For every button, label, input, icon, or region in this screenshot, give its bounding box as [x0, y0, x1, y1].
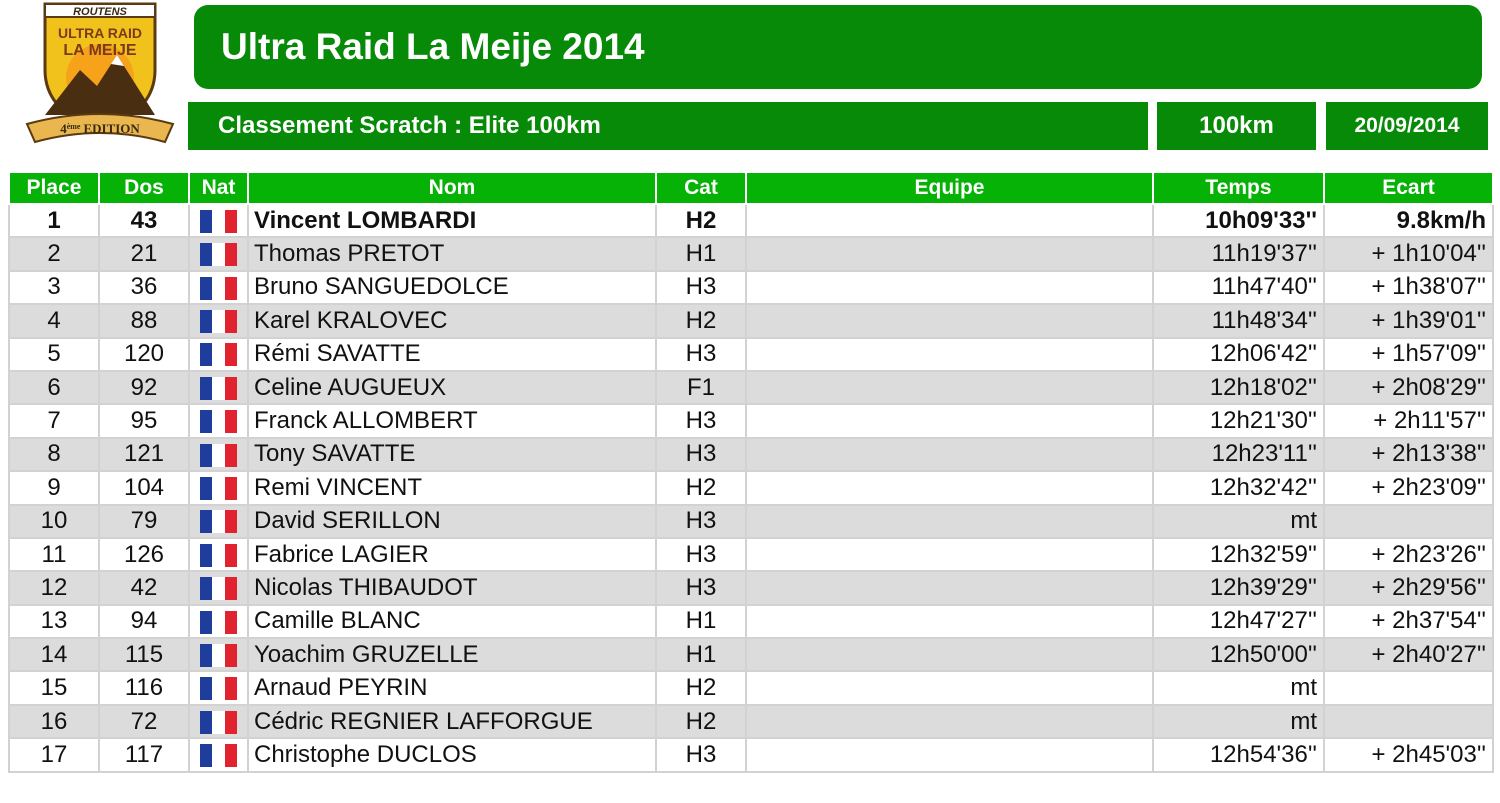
cell-temps: 11h19'37'': [1153, 237, 1324, 270]
cell-ecart: 9.8km/h: [1324, 204, 1493, 237]
table-row: [9, 638, 1493, 671]
cell-dos: 115: [99, 638, 189, 671]
col-header-dos: Dos: [99, 172, 189, 204]
cell-place: 15: [9, 671, 99, 704]
cell-equipe: [746, 204, 1153, 237]
cell-nat: [189, 304, 248, 337]
cell-place: 13: [9, 605, 99, 638]
cell-dos: 36: [99, 271, 189, 304]
cell-place: 1: [9, 204, 99, 237]
cell-place: 3: [9, 271, 99, 304]
cell-ecart: + 2h13'38'': [1324, 438, 1493, 471]
cell-ecart: + 2h23'26'': [1324, 538, 1493, 571]
page-title-bar: [194, 5, 1482, 89]
cell-temps: 12h39'29'': [1153, 571, 1324, 604]
cell-nat: [189, 338, 248, 371]
date-bar: [1326, 102, 1488, 150]
cell-cat: H2: [656, 304, 746, 337]
cell-equipe: [746, 538, 1153, 571]
cell-equipe: [746, 271, 1153, 304]
cell-temps: 12h18'02'': [1153, 371, 1324, 404]
col-header-equipe: Equipe: [746, 172, 1153, 204]
france-flag-icon: [200, 444, 237, 467]
cell-nom: David SERILLON: [248, 505, 656, 538]
cell-nat: [189, 738, 248, 771]
logo-brand: ROUTENS: [73, 6, 127, 18]
cell-ecart: + 2h11'57'': [1324, 404, 1493, 437]
cell-cat: H1: [656, 605, 746, 638]
cell-ecart: [1324, 671, 1493, 704]
table-row: [9, 538, 1493, 571]
table-row: [9, 705, 1493, 738]
cell-cat: H3: [656, 404, 746, 437]
cell-nat: [189, 438, 248, 471]
cell-place: 8: [9, 438, 99, 471]
cell-dos: 94: [99, 605, 189, 638]
distance-bar: [1157, 102, 1316, 150]
cell-ecart: [1324, 505, 1493, 538]
cell-ecart: + 1h57'09'': [1324, 338, 1493, 371]
page-title: Ultra Raid La Meije 2014: [221, 26, 645, 67]
france-flag-icon: [200, 243, 237, 266]
table-row: [9, 404, 1493, 437]
table-row: [9, 671, 1493, 704]
cell-nom: Nicolas THIBAUDOT: [248, 571, 656, 604]
france-flag-icon: [200, 310, 237, 333]
cell-cat: H3: [656, 271, 746, 304]
cell-temps: 12h32'59'': [1153, 538, 1324, 571]
cell-temps: 12h54'36'': [1153, 738, 1324, 771]
cell-nat: [189, 471, 248, 504]
cell-temps: 11h48'34'': [1153, 304, 1324, 337]
table-row: [9, 338, 1493, 371]
cell-equipe: [746, 705, 1153, 738]
classement-bar: [188, 102, 1148, 150]
cell-ecart: + 1h10'04'': [1324, 237, 1493, 270]
cell-place: 12: [9, 571, 99, 604]
cell-temps: mt: [1153, 705, 1324, 738]
cell-ecart: [1324, 705, 1493, 738]
logo-line1: ULTRA RAID: [58, 25, 142, 41]
cell-equipe: [746, 505, 1153, 538]
cell-temps: 12h23'11'': [1153, 438, 1324, 471]
cell-cat: H1: [656, 638, 746, 671]
cell-ecart: + 1h39'01'': [1324, 304, 1493, 337]
cell-nat: [189, 605, 248, 638]
cell-nat: [189, 671, 248, 704]
cell-dos: 104: [99, 471, 189, 504]
cell-equipe: [746, 404, 1153, 437]
cell-dos: 120: [99, 338, 189, 371]
cell-nat: [189, 705, 248, 738]
table-row: [9, 204, 1493, 237]
france-flag-icon: [200, 711, 237, 734]
cell-nat: [189, 638, 248, 671]
cell-temps: 12h50'00'': [1153, 638, 1324, 671]
cell-equipe: [746, 438, 1153, 471]
logo-line2: LA MEIJE: [63, 42, 137, 59]
cell-nat: [189, 271, 248, 304]
france-flag-icon: [200, 577, 237, 600]
cell-cat: H3: [656, 505, 746, 538]
cell-equipe: [746, 605, 1153, 638]
cell-cat: H2: [656, 671, 746, 704]
france-flag-icon: [200, 677, 237, 700]
france-flag-icon: [200, 277, 237, 300]
col-header-place: Place: [9, 172, 99, 204]
france-flag-icon: [200, 210, 237, 233]
cell-equipe: [746, 338, 1153, 371]
cell-place: 17: [9, 738, 99, 771]
cell-dos: 92: [99, 371, 189, 404]
cell-place: 10: [9, 505, 99, 538]
cell-dos: 126: [99, 538, 189, 571]
cell-cat: H3: [656, 738, 746, 771]
cell-cat: H3: [656, 438, 746, 471]
results-body: [9, 204, 1493, 772]
france-flag-icon: [200, 410, 237, 433]
cell-nom: Franck ALLOMBERT: [248, 404, 656, 437]
table-row: [9, 438, 1493, 471]
cell-temps: 10h09'33'': [1153, 204, 1324, 237]
cell-nat: [189, 538, 248, 571]
cell-temps: 12h21'30'': [1153, 404, 1324, 437]
cell-nat: [189, 571, 248, 604]
logo-edition-line: 4ème EDITION: [60, 121, 140, 136]
cell-ecart: + 2h45'03'': [1324, 738, 1493, 771]
france-flag-icon: [200, 611, 237, 634]
cell-equipe: [746, 371, 1153, 404]
cell-dos: 88: [99, 304, 189, 337]
cell-place: 2: [9, 237, 99, 270]
table-row: [9, 605, 1493, 638]
cell-equipe: [746, 638, 1153, 671]
col-header-temps: Temps: [1153, 172, 1324, 204]
cell-ecart: + 2h37'54'': [1324, 605, 1493, 638]
cell-cat: H2: [656, 705, 746, 738]
france-flag-icon: [200, 377, 237, 400]
table-row: [9, 304, 1493, 337]
table-header-row: [9, 172, 1493, 204]
cell-nat: [189, 371, 248, 404]
cell-nom: Thomas PRETOT: [248, 237, 656, 270]
table-row: [9, 371, 1493, 404]
table-row: [9, 237, 1493, 270]
cell-cat: H3: [656, 538, 746, 571]
cell-nat: [189, 505, 248, 538]
cell-place: 4: [9, 304, 99, 337]
cell-dos: 21: [99, 237, 189, 270]
france-flag-icon: [200, 510, 237, 533]
cell-dos: 42: [99, 571, 189, 604]
cell-ecart: + 2h40'27'': [1324, 638, 1493, 671]
cell-nom: Rémi SAVATTE: [248, 338, 656, 371]
cell-dos: 72: [99, 705, 189, 738]
cell-equipe: [746, 571, 1153, 604]
cell-nom: Yoachim GRUZELLE: [248, 638, 656, 671]
cell-ecart: + 2h29'56'': [1324, 571, 1493, 604]
cell-cat: H2: [656, 204, 746, 237]
cell-place: 5: [9, 338, 99, 371]
col-header-ecart: Ecart: [1324, 172, 1493, 204]
cell-nat: [189, 404, 248, 437]
cell-place: 14: [9, 638, 99, 671]
cell-nom: Fabrice LAGIER: [248, 538, 656, 571]
cell-nom: Vincent LOMBARDI: [248, 204, 656, 237]
cell-ecart: + 2h23'09'': [1324, 471, 1493, 504]
cell-temps: 12h06'42'': [1153, 338, 1324, 371]
cell-ecart: + 1h38'07'': [1324, 271, 1493, 304]
race-logo: [25, 0, 175, 152]
cell-equipe: [746, 237, 1153, 270]
france-flag-icon: [200, 544, 237, 567]
cell-equipe: [746, 304, 1153, 337]
france-flag-icon: [200, 744, 237, 767]
france-flag-icon: [200, 343, 237, 366]
table-row: [9, 738, 1493, 771]
cell-temps: mt: [1153, 671, 1324, 704]
france-flag-icon: [200, 644, 237, 667]
cell-temps: 12h47'27'': [1153, 605, 1324, 638]
cell-nom: Celine AUGUEUX: [248, 371, 656, 404]
cell-place: 9: [9, 471, 99, 504]
distance-label: 100km: [1199, 112, 1274, 139]
cell-equipe: [746, 738, 1153, 771]
cell-dos: 79: [99, 505, 189, 538]
table-row: [9, 271, 1493, 304]
cell-cat: H3: [656, 338, 746, 371]
cell-dos: 95: [99, 404, 189, 437]
cell-nom: Karel KRALOVEC: [248, 304, 656, 337]
table-row: [9, 571, 1493, 604]
cell-nom: Cédric REGNIER LAFFORGUE: [248, 705, 656, 738]
cell-dos: 117: [99, 738, 189, 771]
results-table: [8, 171, 1494, 773]
cell-temps: 12h32'42'': [1153, 471, 1324, 504]
cell-temps: 11h47'40'': [1153, 271, 1324, 304]
table-row: [9, 471, 1493, 504]
col-header-nom: Nom: [248, 172, 656, 204]
cell-place: 6: [9, 371, 99, 404]
cell-cat: H3: [656, 571, 746, 604]
cell-nom: Christophe DUCLOS: [248, 738, 656, 771]
cell-equipe: [746, 471, 1153, 504]
cell-equipe: [746, 671, 1153, 704]
cell-nat: [189, 204, 248, 237]
cell-dos: 116: [99, 671, 189, 704]
cell-ecart: + 2h08'29'': [1324, 371, 1493, 404]
cell-cat: H2: [656, 471, 746, 504]
table-row: [9, 505, 1493, 538]
col-header-nat: Nat: [189, 172, 248, 204]
cell-cat: F1: [656, 371, 746, 404]
cell-nom: Arnaud PEYRIN: [248, 671, 656, 704]
cell-dos: 43: [99, 204, 189, 237]
cell-nom: Bruno SANGUEDOLCE: [248, 271, 656, 304]
cell-nom: Remi VINCENT: [248, 471, 656, 504]
col-header-cat: Cat: [656, 172, 746, 204]
cell-nom: Camille BLANC: [248, 605, 656, 638]
cell-place: 11: [9, 538, 99, 571]
cell-nat: [189, 237, 248, 270]
france-flag-icon: [200, 477, 237, 500]
cell-place: 7: [9, 404, 99, 437]
cell-nom: Tony SAVATTE: [248, 438, 656, 471]
cell-dos: 121: [99, 438, 189, 471]
cell-place: 16: [9, 705, 99, 738]
cell-temps: mt: [1153, 505, 1324, 538]
date-label: 20/09/2014: [1354, 114, 1460, 137]
cell-cat: H1: [656, 237, 746, 270]
classement-label: Classement Scratch : Elite 100km: [218, 112, 601, 139]
